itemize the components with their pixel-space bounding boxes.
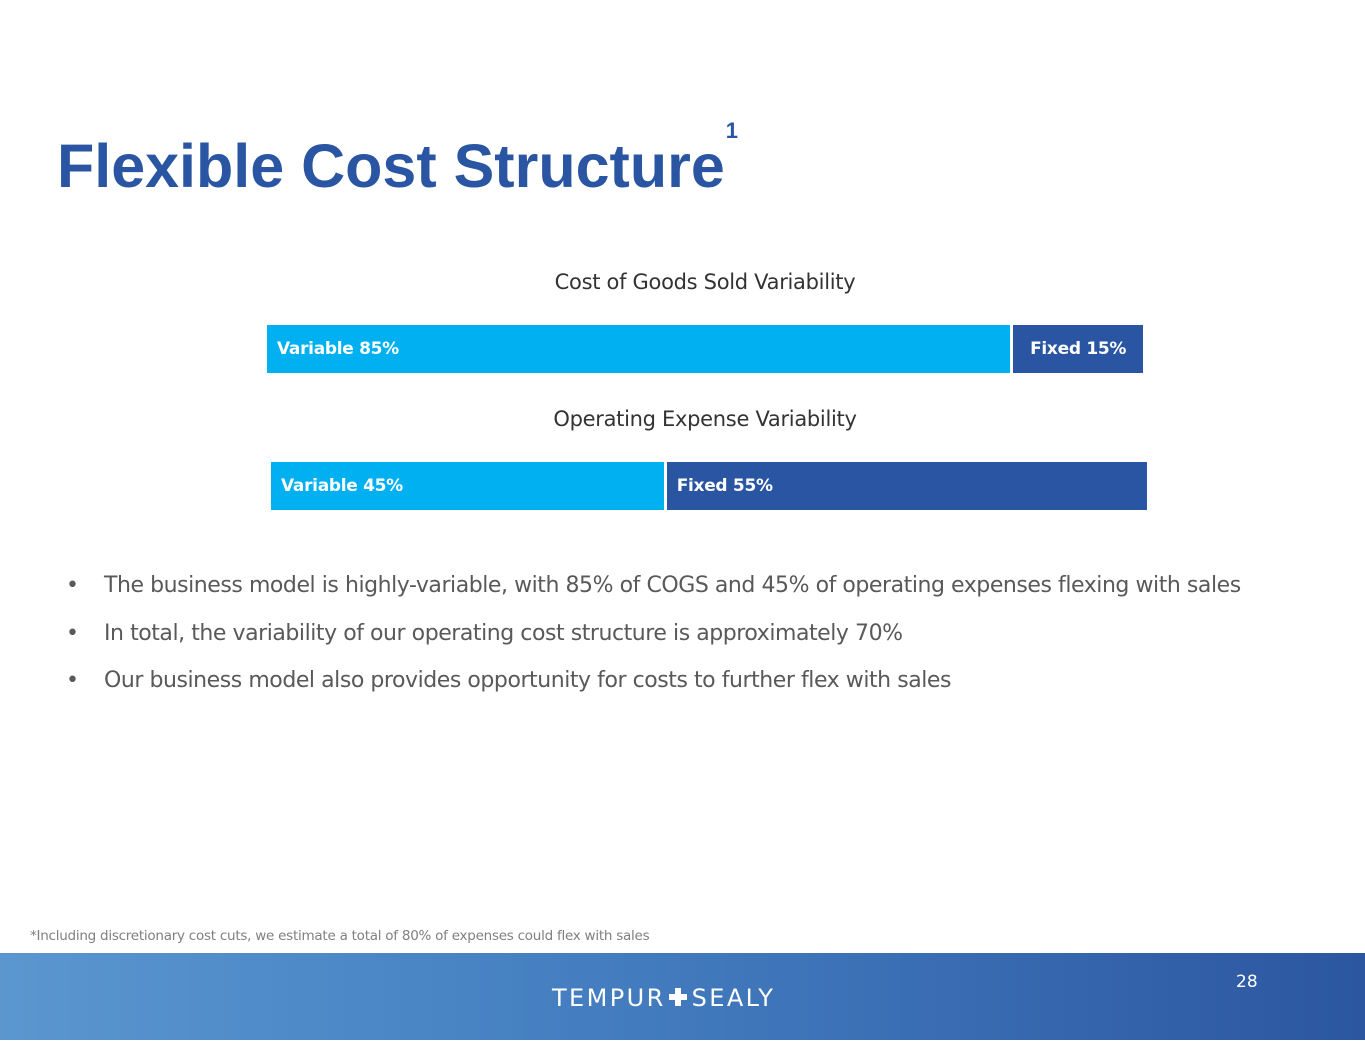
- footer-band: [0, 953, 1365, 1040]
- bullet-text: The business model is highly-variable, with 85% of COGS and 45% of operating expenses flexing with sales: [104, 573, 1241, 598]
- logo-text-right: SEALY: [691, 984, 776, 1012]
- footnote: *Including discretionary cost cuts, we estimate a total of 80% of expenses could flex with sales: [30, 928, 650, 944]
- bullet-item: [66, 611, 1241, 659]
- bar-segment-label: Fixed 15%: [1030, 339, 1127, 359]
- key-points-list: [66, 563, 1241, 706]
- bullet-text: Our business model also provides opportunity for costs to further flex with sales: [104, 668, 951, 693]
- bullet-text: In total, the variability of our operating cost structure is approximately 70%: [104, 620, 903, 646]
- bar-segment-fixed: [667, 462, 1147, 510]
- logo-text-left: TEMPUR: [552, 984, 666, 1012]
- bullet-dot: •: [66, 668, 79, 693]
- bar-segment-label: Fixed 55%: [676, 476, 773, 496]
- bar-segment-variable: [271, 462, 664, 510]
- bar-segment-variable: [267, 325, 1010, 373]
- bullet-item: [66, 563, 1241, 611]
- company-logo: [552, 983, 775, 1013]
- slide-title-text: Flexible Cost Structure: [57, 132, 725, 200]
- bullet-item: [66, 658, 1241, 706]
- page-number: 28: [1236, 972, 1258, 992]
- opex-chart-title: Operating Expense Variability: [553, 407, 857, 431]
- plus-icon: [669, 984, 687, 1012]
- cogs-variability-chart: [267, 325, 1143, 373]
- bullet-dot: •: [66, 573, 79, 598]
- title-footnote-marker: 1: [725, 118, 739, 143]
- slide-title: [57, 118, 739, 206]
- cogs-chart-title: Cost of Goods Sold Variability: [554, 270, 856, 294]
- opex-variability-chart: [271, 462, 1147, 510]
- bar-segment-label: Variable 85%: [277, 339, 399, 359]
- bullet-dot: •: [66, 620, 79, 646]
- bar-segment-label: Variable 45%: [281, 476, 403, 496]
- bar-segment-fixed: [1013, 325, 1143, 373]
